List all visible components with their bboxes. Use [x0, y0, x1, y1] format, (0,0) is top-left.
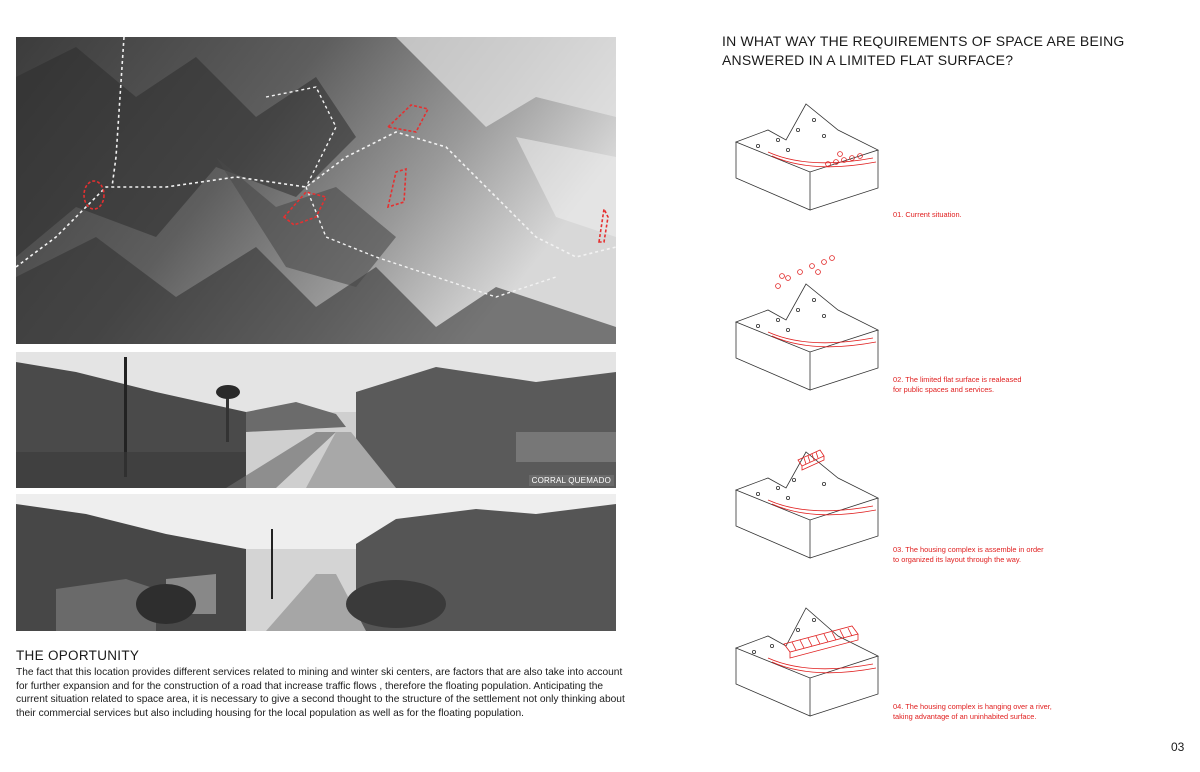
diagram-current-situation — [728, 100, 898, 220]
diagram-housing-assembled — [728, 440, 898, 560]
question-heading — [722, 32, 1142, 70]
step-caption-4-line-2: taking advantage of an uninhabited surface. — [893, 712, 1037, 721]
opportunity-body: The fact that this location provides different services related to mining and winter ski centers, are factors that are also take into account for further expansion and for the construction of a road that increase traffic flows , therefore the floating population. Anticipating the current situation related to space area, it is necessary to give a second thought to the structure of the settlement not only thinking about their commercial services but also including housing for the local population as well as for the floating population. — [16, 667, 625, 719]
step-caption-3-line-2: to organized its layout through the way. — [893, 555, 1022, 564]
step-caption-2 — [893, 375, 1093, 395]
step-caption-3 — [893, 545, 1093, 565]
street-photo-road — [16, 494, 616, 631]
aerial-map-photo — [16, 37, 616, 344]
opportunity-title: THE OPORTUNITY — [16, 648, 140, 663]
step-caption-1 — [893, 210, 1093, 220]
question-line-1: IN WHAT WAY THE REQUIREMENTS OF SPACE ARE BEING — [722, 33, 1125, 49]
photo-location-label: CORRAL QUEMADO — [529, 475, 614, 486]
street-photo-corral-quemado — [16, 352, 616, 488]
step-caption-2-line-2: for public spaces and services. — [893, 385, 995, 394]
diagram-housing-over-river — [728, 602, 898, 722]
page-number: 03 — [1171, 740, 1185, 754]
step-caption-3-line-1: 03. The housing complex is assemble in order — [893, 545, 1044, 554]
diagram-public-spaces-released — [728, 250, 898, 370]
question-line-2: ANSWERED IN A LIMITED FLAT SURFACE? — [722, 52, 1014, 68]
step-caption-4 — [893, 702, 1093, 722]
step-caption-1-line-1: 01. Current situation. — [893, 210, 962, 219]
step-caption-4-line-1: 04. The housing complex is hanging over a river, — [893, 702, 1052, 711]
step-caption-2-line-1: 02. The limited flat surface is realeased — [893, 375, 1022, 384]
